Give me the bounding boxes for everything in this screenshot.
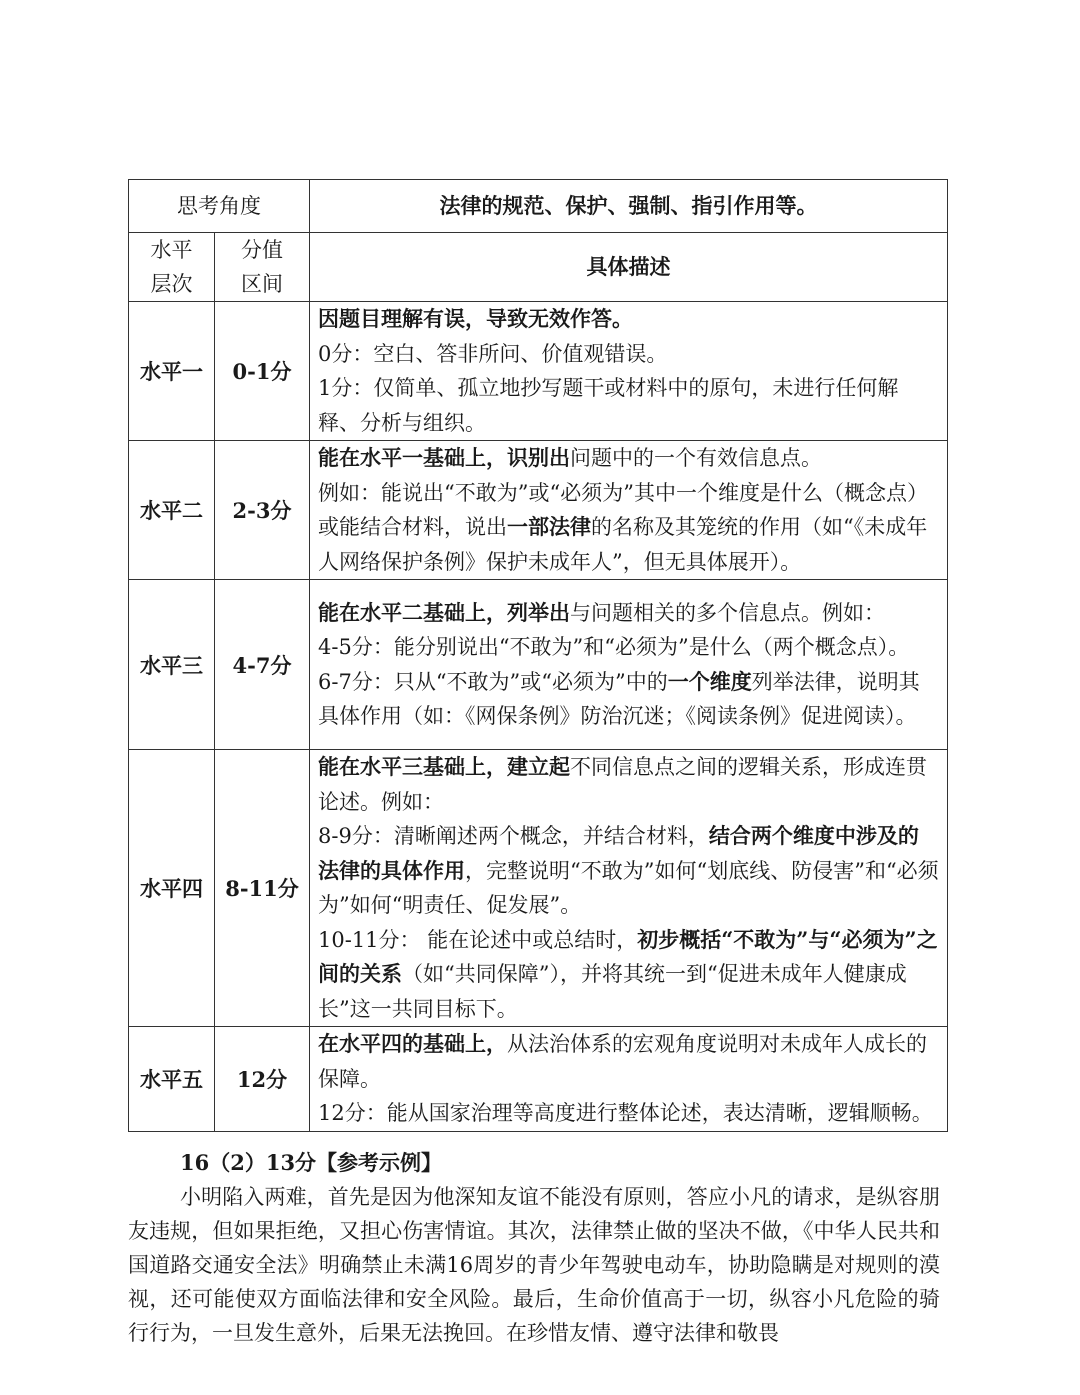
description-line — [318, 1027, 939, 1096]
description-cell — [310, 302, 948, 441]
col-score-line2: 区间 — [241, 272, 283, 296]
description-cell — [310, 1027, 948, 1132]
description-line — [318, 665, 939, 734]
description-line — [318, 750, 939, 819]
description-line — [318, 476, 939, 580]
text-run: 从法治体系的宏观角度说明对未成年人成长的保障。 — [318, 1032, 927, 1091]
text-run: 0分：空白、答非所问、价值观错误。 — [318, 341, 668, 366]
text-run: 4-5分：能分别说出“不敢为”和“必须为”是什么（两个概念点）。 — [318, 635, 910, 659]
description-cell — [310, 580, 948, 750]
level-row — [129, 750, 948, 1027]
bold-text: 一个维度 — [667, 668, 752, 694]
level-cell: 水平五 — [129, 1027, 215, 1132]
angle-label: 思考角度 — [129, 180, 310, 233]
description-line — [318, 819, 939, 923]
text-run: ，完整说明“不敢为”如何“划底线、防侵害”和“必须为”如何“明责任、促发展”。 — [318, 858, 939, 917]
col-score-line1: 分值 — [241, 238, 283, 262]
score-cell: 2-3分 — [215, 441, 310, 580]
bold-text: 能在水平一基础上， — [318, 445, 507, 470]
text-run: 6-7分：只从“不敢为”或“必须为”中的 — [318, 669, 668, 694]
rubric-table — [128, 179, 948, 1132]
description-cell — [310, 750, 948, 1027]
header-row — [129, 233, 948, 302]
bold-text: 结合两个维度中涉及的法律的具体作用 — [318, 823, 919, 883]
description-line — [318, 1096, 939, 1131]
bold-text: 一部法律 — [507, 514, 591, 539]
bold-text: 在水平四的基础上， — [318, 1031, 507, 1056]
example-heading: 16（2）13分【参考示例】 — [180, 1150, 443, 1175]
level-row — [129, 441, 948, 580]
description-line — [318, 923, 939, 1027]
col-level-line2: 层次 — [150, 272, 193, 296]
text-run: 的名称及其笼统的作用（如“《未成年人网络保护条例》保护未成年人”，但无具体展开）。 — [318, 515, 928, 574]
bold-text: 能在水平三基础上， — [318, 754, 507, 779]
bold-text: 建立起 — [507, 754, 570, 779]
description-line — [318, 371, 939, 440]
reference-example — [128, 1146, 940, 1350]
text-run: 问题中的一个有效信息点。 — [570, 446, 822, 470]
description-cell — [310, 441, 948, 580]
level-cell: 水平一 — [129, 302, 215, 441]
text-run: 1分：仅简单、孤立地抄写题干或材料中的原句，未进行任何解释、分析与组织。 — [318, 376, 899, 435]
description-line — [318, 302, 939, 337]
text-run: 不同信息点之间的逻辑关系，形成连贯论述。例如： — [318, 755, 927, 814]
level-row — [129, 1027, 948, 1132]
description-line — [318, 630, 939, 665]
bold-text: 因题目理解有误，导致无效作答。 — [318, 306, 633, 331]
text-run: （如“共同保障”），并将其统一到“促进未成年人健康成长”这一共同目标下。 — [318, 962, 907, 1021]
text-run: 12分：能从国家治理等高度进行整体论述，表达清晰，逻辑顺畅。 — [318, 1101, 933, 1125]
col-desc-header: 具体描述 — [310, 233, 948, 302]
col-level-line1: 水平 — [150, 238, 193, 262]
bold-text: 识别出 — [507, 445, 570, 470]
text-run: 列举法律，说明其具体作用（如：《网保条例》防治沉迷；《阅读条例》促进阅读）。 — [318, 669, 920, 728]
bold-text: 列举出 — [507, 599, 570, 625]
angle-row — [129, 180, 948, 233]
score-cell: 4-7分 — [215, 580, 310, 750]
description-line — [318, 596, 939, 631]
description-line — [318, 337, 939, 372]
level-cell: 水平二 — [129, 441, 215, 580]
level-row — [129, 302, 948, 441]
text-run: 与问题相关的多个信息点。例如： — [570, 600, 885, 625]
level-cell: 水平四 — [129, 750, 215, 1027]
score-cell: 0-1分 — [215, 302, 310, 441]
example-paragraph: 小明陷入两难，首先是因为他深知友谊不能没有原则，答应小凡的请求，是纵容朋友违规，但如果拒绝，又担心伤害情谊。其次，法律禁止做的坚决不做，《中华人民共和国道路交通安全法》明确禁止未满16周岁的青少年驾驶电动车，协助隐瞒是对规则的漠视，还可能使双方面临法律和安全风险。最后，生命价值高于一切，纵容小凡危险的骑行行为，一旦发生意外，后果无法挽回。在珍惜友情、遵守法律和敬畏 — [128, 1185, 940, 1345]
col-level-header — [129, 233, 215, 302]
angle-value: 法律的规范、保护、强制、指引作用等。 — [310, 180, 948, 233]
bold-text: 能在水平二基础上， — [318, 599, 507, 625]
description-line — [318, 441, 939, 476]
score-cell: 12分 — [215, 1027, 310, 1132]
level-row — [129, 580, 948, 750]
col-score-header — [215, 233, 310, 302]
score-cell: 8-11分 — [215, 750, 310, 1027]
text-run: 8-9分：清晰阐述两个概念，并结合材料， — [318, 824, 709, 848]
text-run: 10-11分： 能在论述中或总结时， — [318, 927, 638, 952]
text-run: 例如：能说出“不敢为”或“必须为”其中一个维度是什么（概念点）或能结合材料，说出 — [318, 480, 928, 539]
level-cell: 水平三 — [129, 580, 215, 750]
bold-text: 初步概括“不敢为”与“必须为”之间的关系 — [318, 926, 938, 986]
